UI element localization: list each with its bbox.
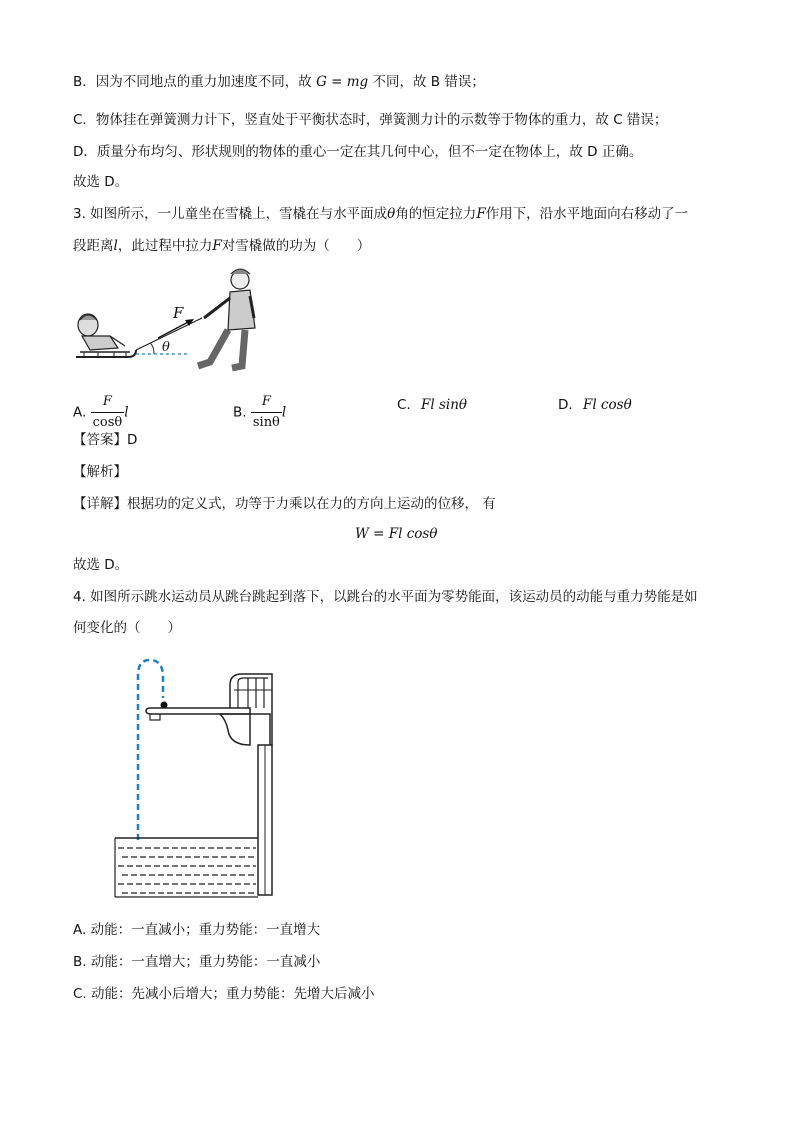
q3-force-symbol: F	[476, 206, 486, 222]
answer-tag: 【答案】	[73, 432, 127, 448]
q3-theta: θ	[387, 206, 396, 222]
detail-text: 根据功的定义式，功等于力乘以在力的方向上运动的位移， 有	[127, 496, 496, 512]
figure-force-label: F	[173, 304, 184, 322]
q3-stem-part: 3. 如图所示，一儿童坐在雪橇上，雪橇在与水平面成	[73, 206, 388, 222]
diving-figure	[110, 650, 280, 900]
q3-option-a-fraction	[91, 392, 125, 433]
q3-stem-part: 段距离	[73, 238, 114, 254]
frac-den: sinθ	[251, 412, 282, 433]
q2-formula-g-mg: G = mg	[316, 74, 369, 90]
q4-option-a[interactable]: A. 动能：一直减小；重力势能：一直增大	[73, 922, 321, 938]
q3-stem-part: 角的恒定拉力	[395, 206, 477, 222]
frac-num: F	[261, 394, 271, 409]
q3-option-b-fraction	[251, 392, 282, 433]
frac-den: cosθ	[91, 412, 125, 433]
q2-option-b-text: B．因为不同地点的重力加速度不同，故	[73, 74, 312, 90]
q3-work-formula: W = Fl cosθ	[355, 526, 438, 542]
q3-option-b-tail: l	[281, 404, 287, 421]
q4-stem-line2: 何变化的（ ）	[73, 620, 181, 636]
q3-option-a-label: A.	[73, 404, 87, 421]
q3-option-c-value: Fl sinθ	[421, 397, 468, 413]
sled-figure	[70, 262, 270, 377]
frac-num: F	[102, 394, 112, 409]
q3-stem-line2	[73, 236, 370, 256]
q3-option-d[interactable]	[558, 395, 632, 415]
q3-detail	[73, 494, 496, 514]
q3-option-b[interactable]	[233, 392, 286, 433]
answer-value: D	[127, 432, 138, 448]
q3-option-d-label: D.	[558, 397, 573, 413]
q3-option-c-label: C.	[397, 397, 411, 413]
q2-option-c: C．物体挂在弹簧测力计下，竖直处于平衡状态时，弹簧测力计的示数等于物体的重力，故 C 错误；	[73, 112, 668, 128]
q3-option-c[interactable]	[397, 395, 467, 415]
q3-stem-part: 对雪橇做的功为（ ）	[221, 238, 371, 254]
q3-stem-line1	[73, 204, 688, 224]
q3-option-a[interactable]	[73, 392, 129, 433]
detail-tag: 【详解】	[73, 496, 127, 512]
q3-force-symbol: F	[212, 238, 222, 254]
q3-stem-part: 作用下，沿水平地面向右移动了一	[485, 206, 689, 222]
q3-answer	[73, 430, 137, 450]
q3-stem-part: ，此过程中拉力	[117, 238, 213, 254]
figure-theta-label: θ	[162, 340, 170, 355]
q3-distance-symbol: l	[113, 238, 118, 254]
q2-option-b	[73, 72, 485, 92]
q3-choice: 故选 D。	[73, 557, 129, 573]
q2-choice: 故选 D。	[73, 174, 129, 190]
q4-option-c[interactable]: C. 动能：先减小后增大；重力势能：先增大后减小	[73, 986, 375, 1002]
q3-option-b-label: B.	[233, 404, 247, 421]
q3-analysis-tag: 【解析】	[73, 464, 127, 480]
q4-stem-line1: 4. 如图所示跳水运动员从跳台跳起到落下，以跳台的水平面为零势能面，该运动员的动能与重力势能是如	[73, 589, 698, 605]
q4-option-b[interactable]: B. 动能：一直增大；重力势能：一直减小	[73, 954, 321, 970]
q2-option-d: D．质量分布均匀、形状规则的物体的重心一定在其几何中心，但不一定在物体上，故 D 正确。	[73, 144, 643, 160]
q2-option-b-text-end: 不同，故 B 错误；	[372, 74, 485, 90]
q3-option-d-value: Fl cosθ	[582, 397, 632, 413]
q3-option-a-tail: l	[124, 404, 129, 421]
